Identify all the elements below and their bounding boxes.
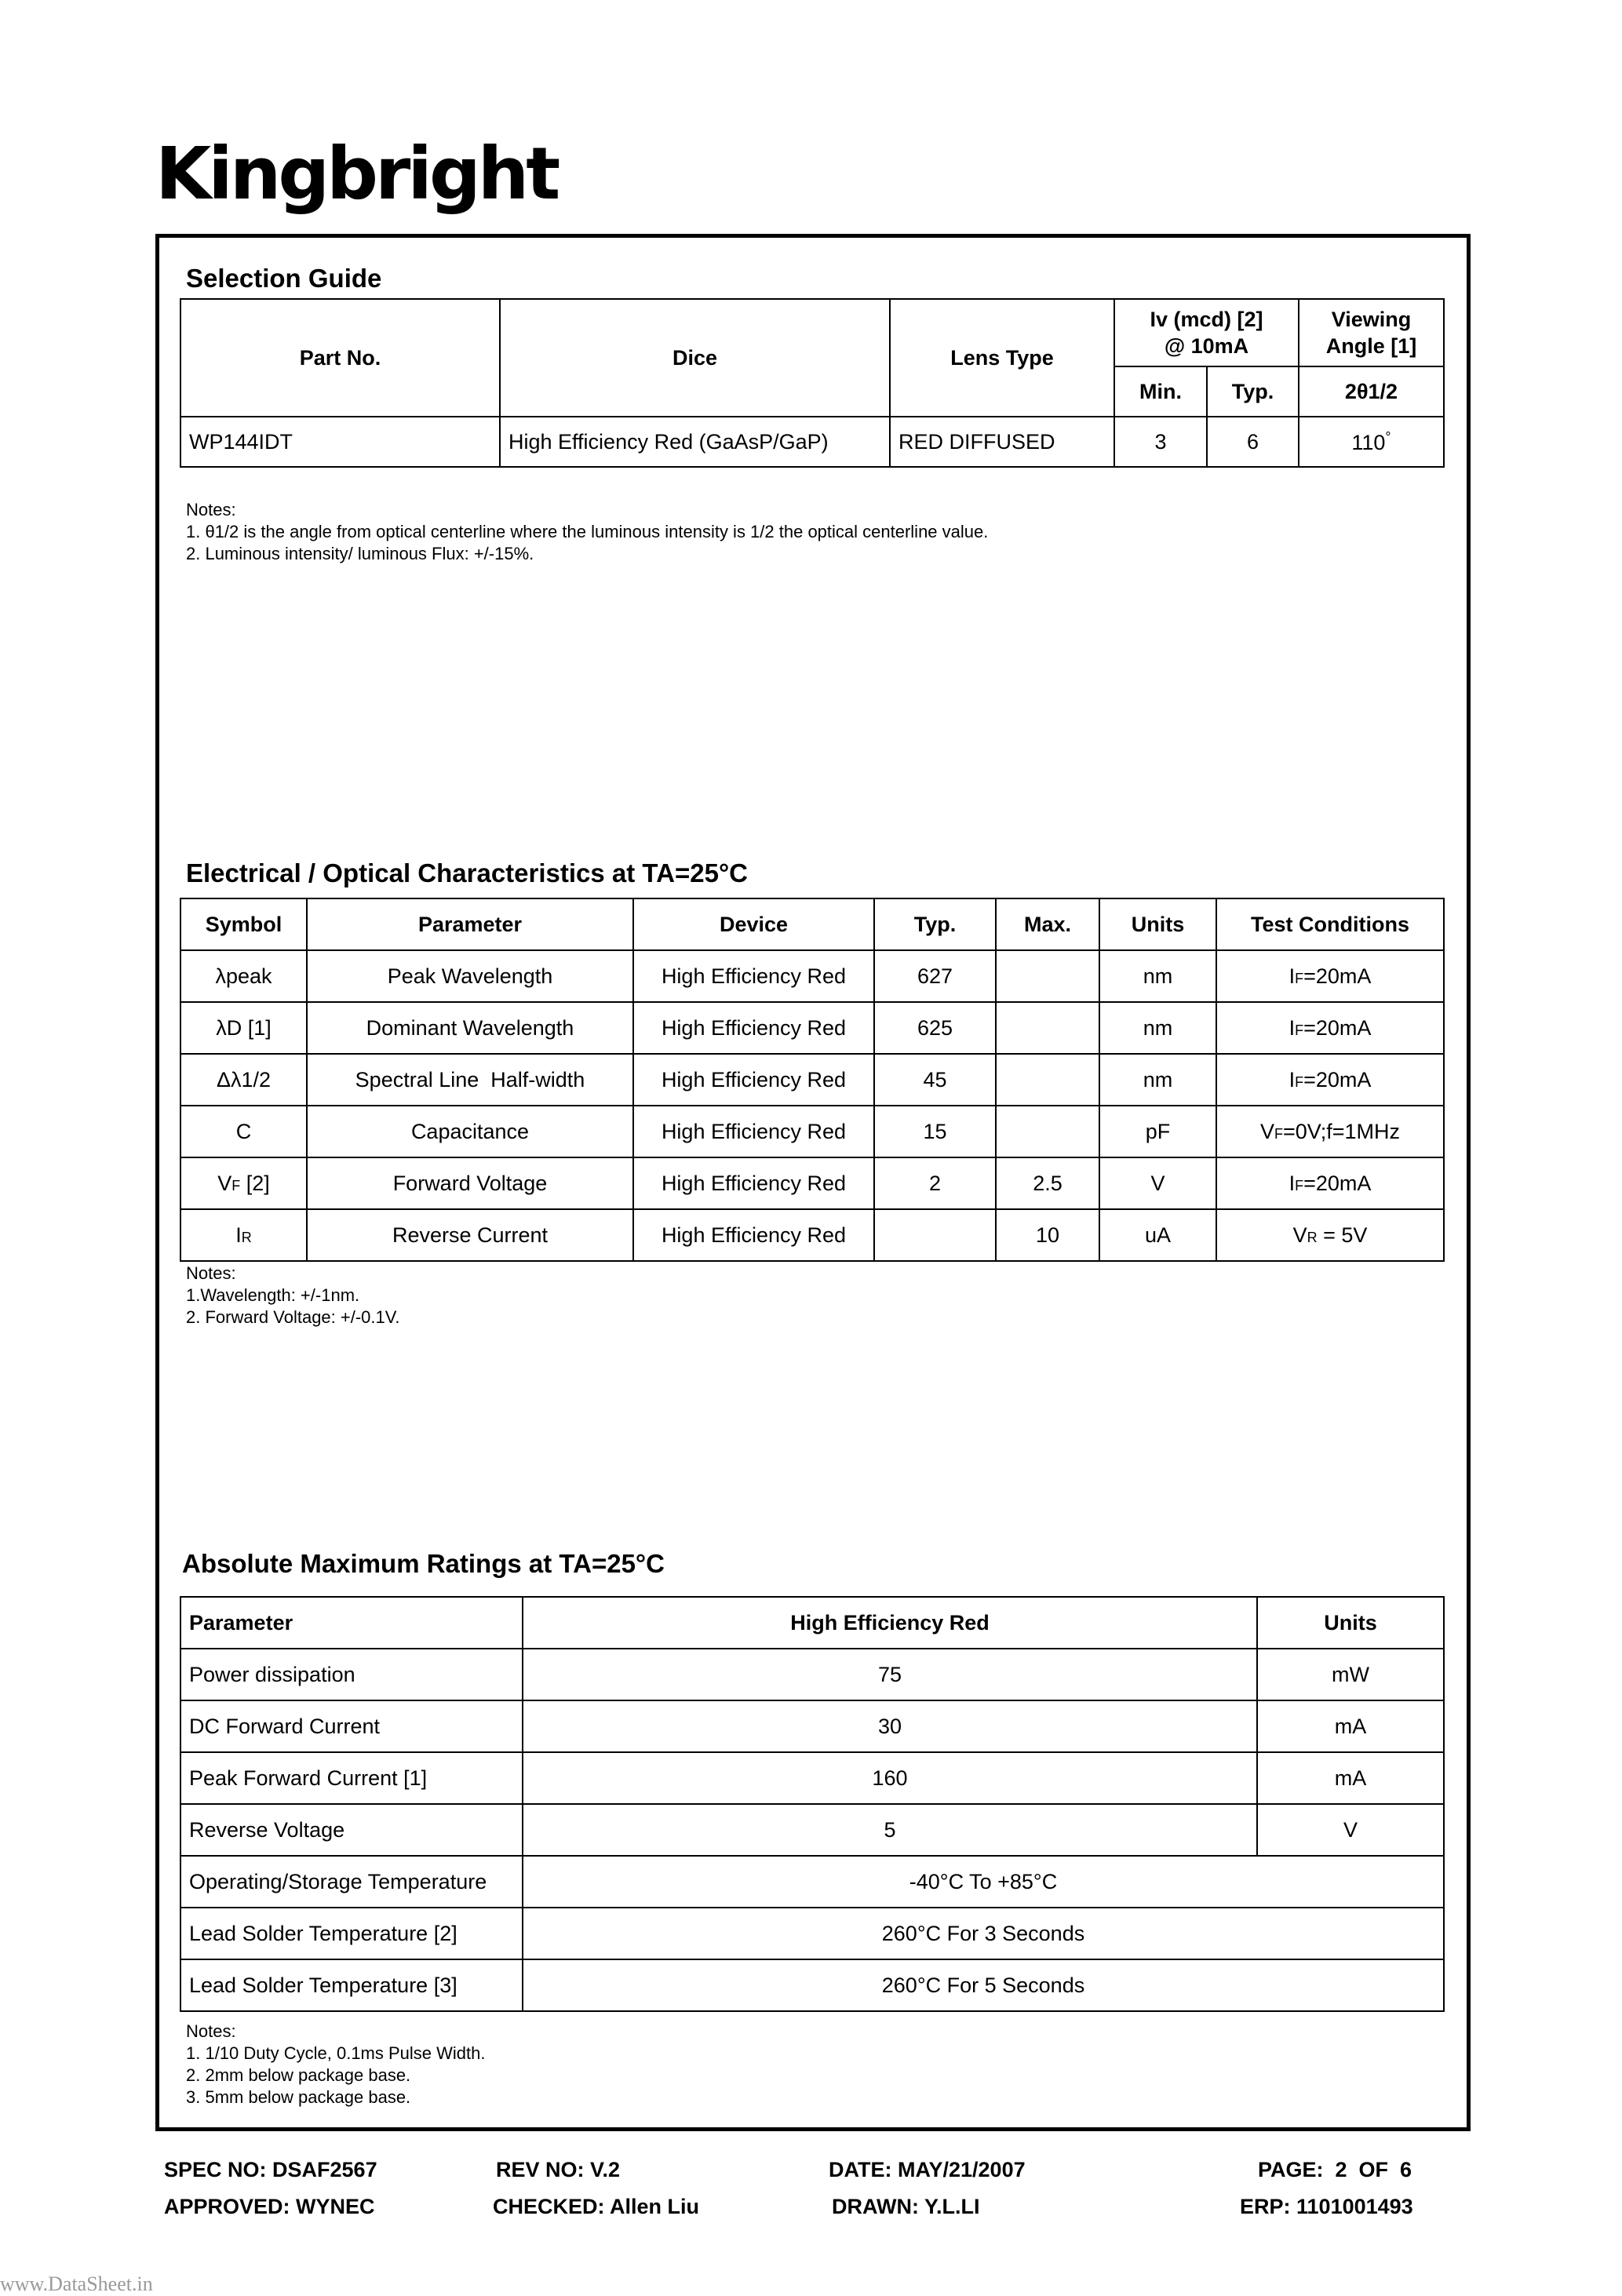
- note-item: 1. θ1/2 is the angle from optical centerline where the luminous intensity is 1/2 the optical centerline value.: [186, 522, 989, 541]
- table-row: [180, 1804, 1444, 1856]
- condition-value: =20mA: [1303, 1067, 1372, 1092]
- condition-symbol: V: [1259, 1119, 1274, 1143]
- notes-heading: Notes:: [186, 2021, 236, 2041]
- header-iv-condition: @ 10mA: [1164, 334, 1249, 358]
- units-cell: V: [1257, 1804, 1444, 1856]
- table-row: [180, 1649, 1444, 1700]
- header-symbol: Symbol: [180, 898, 307, 950]
- units-cell: nm: [1099, 1054, 1216, 1106]
- watermark: www.DataSheet.in: [0, 2272, 153, 2295]
- header-units: Units: [1257, 1597, 1444, 1649]
- parameter-cell: Reverse Current: [307, 1209, 633, 1261]
- electrical-notes: [186, 1263, 400, 1328]
- note-item: 2. Luminous intensity/ luminous Flux: +/-15%.: [186, 544, 534, 563]
- typ-cell: 15: [874, 1106, 996, 1157]
- symbol-cell: C: [180, 1106, 307, 1157]
- absolute-ratings-title: Absolute Maximum Ratings at TA=25°C: [182, 1549, 665, 1578]
- condition-cell: [1216, 950, 1444, 1002]
- electrical-table: [180, 898, 1445, 1262]
- units-cell: pF: [1099, 1106, 1216, 1157]
- notes-heading: Notes:: [186, 500, 236, 519]
- condition-symbol: I: [1288, 1171, 1296, 1195]
- units-cell: mA: [1257, 1752, 1444, 1804]
- selection-guide-table: [180, 298, 1445, 468]
- device-cell: High Efficiency Red: [633, 1002, 874, 1054]
- notes-heading: Notes:: [186, 1263, 236, 1283]
- absolute-ratings-notes: [186, 2021, 486, 2108]
- date: DATE: MAY/21/2007: [829, 2158, 1026, 2181]
- table-row: [180, 1752, 1444, 1804]
- symbol-subscript: F: [231, 1177, 241, 1194]
- typ-cell: 625: [874, 1002, 996, 1054]
- condition-subscript: F: [1295, 1177, 1304, 1194]
- note-item: 3. 5mm below package base.: [186, 2087, 411, 2107]
- condition-value: =0V;f=1MHz: [1282, 1119, 1401, 1143]
- part-no-cell: WP144IDT: [180, 417, 500, 467]
- note-item: 1.Wavelength: +/-1nm.: [186, 1285, 360, 1305]
- parameter-cell: Spectral Line Half-width: [307, 1054, 633, 1106]
- header-typ: Typ.: [1207, 366, 1299, 417]
- max-cell: [996, 1054, 1099, 1106]
- device-cell: High Efficiency Red: [633, 1209, 874, 1261]
- symbol-cell: λD [1]: [180, 1002, 307, 1054]
- value-cell: 260°C For 3 Seconds: [523, 1908, 1444, 1959]
- table-row: [180, 1856, 1444, 1908]
- condition-value: =20mA: [1303, 964, 1372, 988]
- lens-type-cell: RED DIFFUSED: [890, 417, 1114, 467]
- condition-symbol: V: [1292, 1223, 1307, 1247]
- condition-cell: [1216, 1002, 1444, 1054]
- page-number: PAGE: 2 OF 6: [1258, 2158, 1412, 2181]
- value-cell: -40°C To +85°C: [523, 1856, 1444, 1908]
- dice-cell: High Efficiency Red (GaAsP/GaP): [500, 417, 890, 467]
- value-cell: 30: [523, 1700, 1257, 1752]
- iv-min-cell: 3: [1114, 417, 1207, 467]
- header-test-conditions: Test Conditions: [1216, 898, 1444, 950]
- typ-cell: 627: [874, 950, 996, 1002]
- symbol-cell: [180, 1157, 307, 1209]
- parameter-cell: Reverse Voltage: [180, 1804, 523, 1856]
- revision-number: REV NO: V.2: [496, 2158, 621, 2181]
- table-row: [180, 1054, 1444, 1106]
- condition-value: =20mA: [1303, 1171, 1372, 1195]
- parameter-cell: Dominant Wavelength: [307, 1002, 633, 1054]
- value-cell: 75: [523, 1649, 1257, 1700]
- selection-guide-notes: [186, 499, 988, 565]
- value-cell: 160: [523, 1752, 1257, 1804]
- header-iv-label: Iv (mcd) [2]: [1150, 308, 1263, 331]
- condition-symbol: I: [1288, 964, 1296, 988]
- device-cell: High Efficiency Red: [633, 1054, 874, 1106]
- condition-value: =20mA: [1303, 1015, 1372, 1040]
- header-parameter: Parameter: [307, 898, 633, 950]
- max-cell: [996, 950, 1099, 1002]
- header-high-efficiency-red: High Efficiency Red: [523, 1597, 1257, 1649]
- parameter-cell: Forward Voltage: [307, 1157, 633, 1209]
- max-cell: 2.5: [996, 1157, 1099, 1209]
- header-viewing-label: Viewing: [1331, 308, 1412, 331]
- angle-value: 110: [1351, 430, 1386, 454]
- device-cell: High Efficiency Red: [633, 950, 874, 1002]
- typ-cell: 2: [874, 1157, 996, 1209]
- max-cell: [996, 1002, 1099, 1054]
- header-min: Min.: [1114, 366, 1207, 417]
- symbol-cell: λpeak: [180, 950, 307, 1002]
- symbol-letter: I: [235, 1223, 242, 1247]
- parameter-cell: Lead Solder Temperature [2]: [180, 1908, 523, 1959]
- checked-by: CHECKED: Allen Liu: [493, 2195, 699, 2218]
- approved-by: APPROVED: WYNEC: [164, 2195, 375, 2218]
- table-row: [180, 1157, 1444, 1209]
- condition-symbol: I: [1288, 1015, 1296, 1040]
- parameter-cell: Operating/Storage Temperature: [180, 1856, 523, 1908]
- degree-symbol: °: [1385, 428, 1391, 445]
- viewing-angle-cell: [1299, 417, 1444, 467]
- header-part-no: Part No.: [180, 299, 500, 417]
- note-item: 2. 2mm below package base.: [186, 2065, 411, 2085]
- condition-subscript: F: [1295, 1022, 1304, 1038]
- header-max: Max.: [996, 898, 1099, 950]
- header-viewing-angle: [1299, 299, 1444, 366]
- condition-cell: [1216, 1106, 1444, 1157]
- units-cell: mW: [1257, 1649, 1444, 1700]
- table-row: [180, 1700, 1444, 1752]
- iv-typ-cell: 6: [1207, 417, 1299, 467]
- header-parameter: Parameter: [180, 1597, 523, 1649]
- condition-symbol: I: [1288, 1067, 1296, 1092]
- parameter-cell: Power dissipation: [180, 1649, 523, 1700]
- units-cell: uA: [1099, 1209, 1216, 1261]
- max-cell: 10: [996, 1209, 1099, 1261]
- header-typ: Typ.: [874, 898, 996, 950]
- spec-number: SPEC NO: DSAF2567: [164, 2158, 377, 2181]
- device-cell: High Efficiency Red: [633, 1157, 874, 1209]
- units-cell: mA: [1257, 1700, 1444, 1752]
- table-row: [180, 1106, 1444, 1157]
- units-cell: nm: [1099, 1002, 1216, 1054]
- header-units: Units: [1099, 898, 1216, 950]
- table-row: [180, 1959, 1444, 2011]
- header-iv: [1114, 299, 1299, 366]
- note-item: 2. Forward Voltage: +/-0.1V.: [186, 1307, 400, 1327]
- header-lens-type: Lens Type: [890, 299, 1114, 417]
- kingbright-logo: Kingbright: [155, 132, 558, 216]
- table-row: [180, 950, 1444, 1002]
- parameter-cell: Lead Solder Temperature [3]: [180, 1959, 523, 2011]
- erp-number: ERP: 1101001493: [1240, 2195, 1413, 2218]
- condition-subscript: R: [1307, 1229, 1318, 1245]
- condition-cell: [1216, 1157, 1444, 1209]
- absolute-ratings-table: [180, 1596, 1445, 2012]
- units-cell: V: [1099, 1157, 1216, 1209]
- header-dice: Dice: [500, 299, 890, 417]
- units-cell: nm: [1099, 950, 1216, 1002]
- header-device: Device: [633, 898, 874, 950]
- table-row: [180, 1209, 1444, 1261]
- table-row: [180, 1908, 1444, 1959]
- selection-guide-title: Selection Guide: [186, 264, 382, 293]
- table-row: [180, 1002, 1444, 1054]
- condition-subscript: F: [1295, 1073, 1304, 1090]
- condition-cell: [1216, 1209, 1444, 1261]
- symbol-cell: Δλ1/2: [180, 1054, 307, 1106]
- note-item: 1. 1/10 Duty Cycle, 0.1ms Pulse Width.: [186, 2043, 486, 2063]
- condition-value: = 5V: [1317, 1223, 1368, 1247]
- typ-cell: [874, 1209, 996, 1261]
- electrical-title: Electrical / Optical Characteristics at TA=25°C: [186, 858, 748, 887]
- symbol-letter: V: [217, 1171, 232, 1195]
- header-angle-label: Angle [1]: [1325, 334, 1417, 358]
- condition-subscript: F: [1295, 970, 1304, 986]
- header-2theta: 2θ1/2: [1299, 366, 1444, 417]
- parameter-cell: Peak Forward Current [1]: [180, 1752, 523, 1804]
- symbol-subscript: R: [241, 1229, 252, 1245]
- table-row: [180, 417, 1444, 467]
- value-cell: 5: [523, 1804, 1257, 1856]
- drawn-by: DRAWN: Y.L.LI: [832, 2195, 980, 2218]
- typ-cell: 45: [874, 1054, 996, 1106]
- parameter-cell: Capacitance: [307, 1106, 633, 1157]
- parameter-cell: Peak Wavelength: [307, 950, 633, 1002]
- symbol-cell: [180, 1209, 307, 1261]
- max-cell: [996, 1106, 1099, 1157]
- condition-cell: [1216, 1054, 1444, 1106]
- parameter-cell: DC Forward Current: [180, 1700, 523, 1752]
- value-cell: 260°C For 5 Seconds: [523, 1959, 1444, 2011]
- condition-subscript: F: [1274, 1125, 1283, 1142]
- symbol-note: [2]: [240, 1171, 270, 1195]
- device-cell: High Efficiency Red: [633, 1106, 874, 1157]
